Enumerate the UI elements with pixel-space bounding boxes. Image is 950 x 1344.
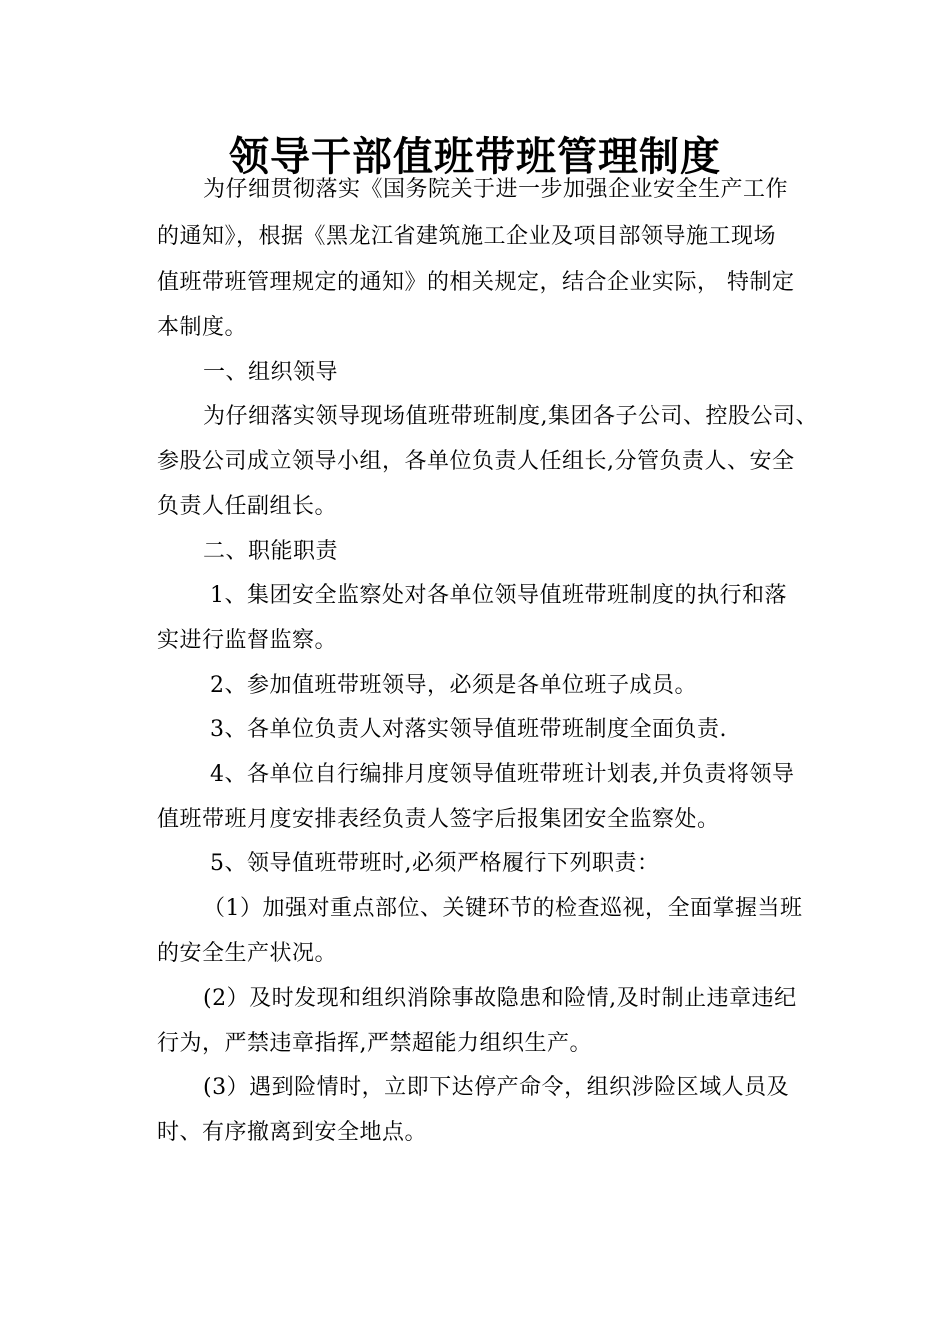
paragraph-line: 的通知》，根据《黑龙江省建筑施工企业及项目部领导施工现场 [157,224,777,249]
section-heading: 一、组织领导 [203,360,339,385]
paragraph-line: （1）加强对重点部位、关键环节的检查巡视，全面掌握当班 [203,896,803,921]
paragraph-line: 本制度。 [157,315,248,340]
paragraph-line: 2、参加值班带班领导，必须是各单位班子成员。 [210,673,697,698]
paragraph-line: 时、有序撤离到安全地点。 [157,1120,428,1145]
paragraph-line: 为仔细落实领导现场值班带班制度,集团各子公司、控股公司、 [203,404,818,429]
paragraph-line: 为仔细贯彻落实《国务院关于进一步加强企业安全生产工作 [203,177,789,202]
paragraph-line: 3、各单位负责人对落实领导值班带班制度全面负责. [210,717,727,742]
paragraph-line: 1、集团安全监察处对各单位领导值班带班制度的执行和落 [210,583,787,608]
paragraph-line: 5、领导值班带班时,必须严格履行下列职责： [210,851,660,876]
paragraph-line: 值班带班管理规定的通知》的相关规定，结合企业实际， 特制定 [157,270,795,295]
paragraph-line: 值班带班月度安排表经负责人签字后报集团安全监察处。 [157,807,720,832]
paragraph-line: 的安全生产状况。 [157,941,338,966]
paragraph-line: (3）遇到险情时，立即下达停产命令，组织涉险区域人员及 [203,1075,790,1100]
paragraph-line: 参股公司成立领导小组，各单位负责人任组长,分管负责人、安全 [157,449,795,474]
document-title: 领导干部值班带班管理制度 [229,133,721,180]
paragraph-line: (2）及时发现和组织消除事故隐患和险情,及时制止违章违纪 [203,986,797,1011]
section-heading: 二、职能职责 [203,539,339,564]
paragraph-line: 行为，严禁违章指挥,严禁超能力组织生产。 [157,1031,592,1056]
paragraph-line: 4、各单位自行编排月度领导值班带班计划表,并负责将领导 [210,762,795,787]
paragraph-line: 负责人任副组长。 [157,494,338,519]
paragraph-line: 实进行监督监察。 [157,628,338,653]
